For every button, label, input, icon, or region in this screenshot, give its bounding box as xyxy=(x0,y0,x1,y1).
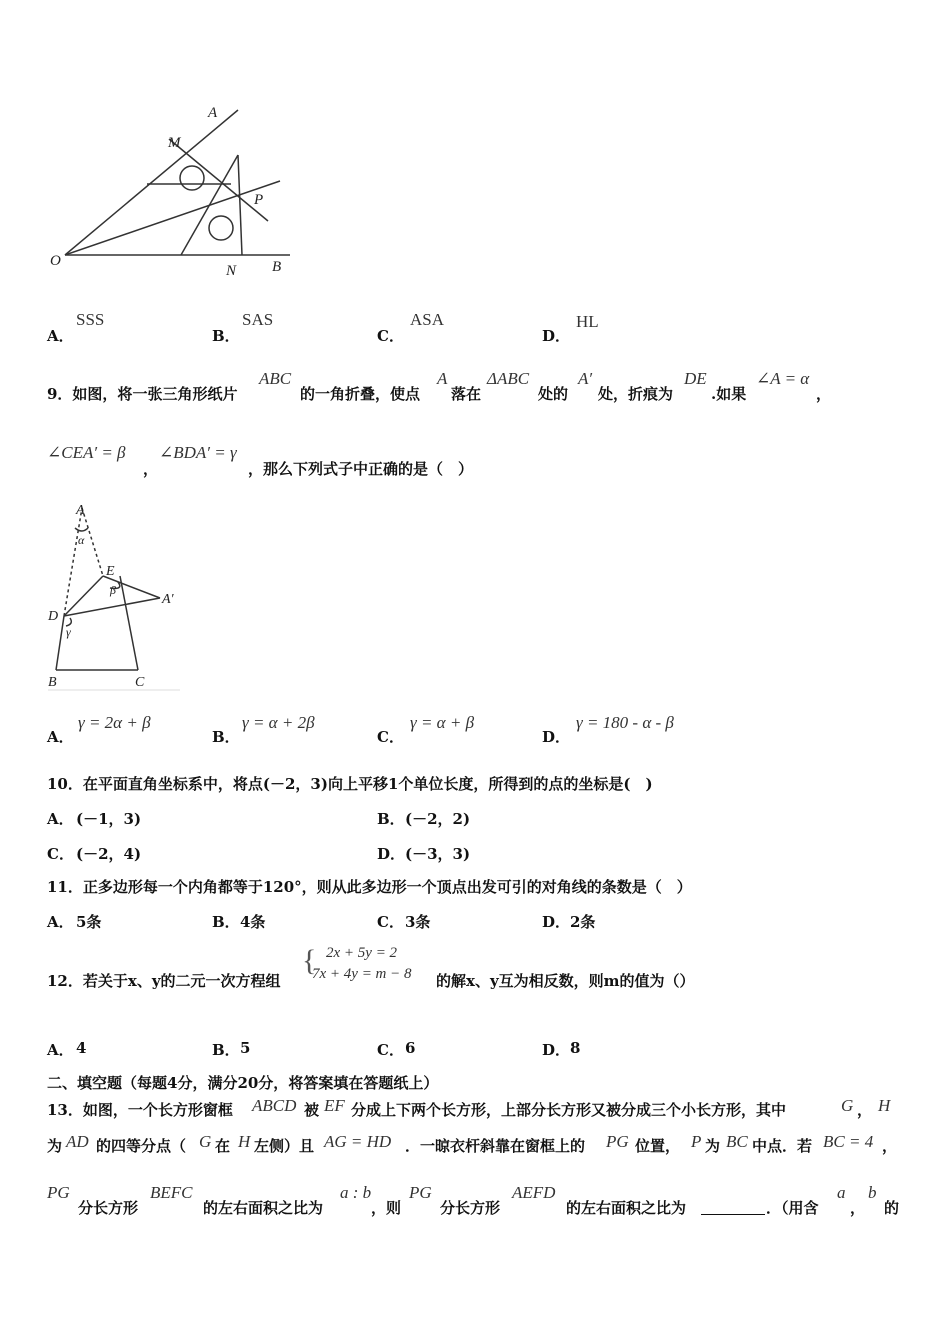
q9-option-c-letter: C． xyxy=(377,728,404,746)
q9-math-de: DE xyxy=(684,369,707,388)
q13-l2-b: 的四等分点（ xyxy=(96,1137,187,1155)
label-O: O xyxy=(50,253,61,269)
q9-text-2: 的一角折叠，使点 xyxy=(300,385,421,403)
q12-equation-2: 7x + 4y = m − 8 xyxy=(312,966,412,982)
q13-l3-c: ，则 xyxy=(371,1199,402,1217)
q12-option-d-text: 8 xyxy=(570,1039,581,1057)
q13-l2-h: 中点．若 xyxy=(752,1137,813,1155)
q9-math-cea: ∠CEA′ = β xyxy=(47,443,126,462)
q12-stem-pre: 12．若关于x、y的二元一次方程组 xyxy=(47,972,281,990)
q9-option-d-letter: D． xyxy=(542,728,571,746)
q12-equation-1: 2x + 5y = 2 xyxy=(326,945,398,961)
q13-math-abcd: ABCD xyxy=(252,1096,297,1115)
q12-option-d-letter: D． xyxy=(542,1041,571,1059)
q10-option-d-letter: D． xyxy=(377,845,406,863)
q13-l3-b: 的左右面积之比为 xyxy=(203,1199,324,1217)
q12-option-b-text: 5 xyxy=(240,1039,251,1057)
q12-option-a-text: 4 xyxy=(76,1039,87,1057)
q9-math-bda: ∠BDA′ = γ xyxy=(159,443,237,462)
q10-option-c-text: (－2，4) xyxy=(76,845,142,863)
q8-option-d-text: HL xyxy=(576,312,599,331)
q11-option-c-letter: C． xyxy=(377,913,404,931)
label-E: E xyxy=(106,564,115,579)
q11-option-d-text: 2条 xyxy=(570,913,596,931)
q9-math-angle-a: ∠A = α xyxy=(756,369,810,388)
q13-l2-f: 位置， xyxy=(635,1137,681,1155)
q13-math-a: a xyxy=(837,1183,846,1202)
q11-option-c-text: 3条 xyxy=(405,913,431,931)
q10-option-b-text: (－2，2) xyxy=(405,810,471,828)
q11-option-d-letter: D． xyxy=(542,913,571,931)
label-A: A xyxy=(76,503,85,518)
q12-stem-post: 的解x、y互为相反数，则m的值为（） xyxy=(436,972,695,990)
q13-l2-a: 为 xyxy=(47,1137,63,1155)
figure-angle-bisector xyxy=(40,95,300,285)
label-M: M xyxy=(168,135,181,151)
q13-math-ef: EF xyxy=(324,1096,345,1115)
q13-l2-g: 为 xyxy=(705,1137,721,1155)
q13-math-pg3: PG xyxy=(409,1183,432,1202)
q9-math-triangle: ΔABC xyxy=(487,369,530,388)
label-B: B xyxy=(48,675,57,690)
q13-l2-e: ．一晾衣杆斜靠在窗框上的 xyxy=(405,1137,586,1155)
q13-l3-h: 的 xyxy=(884,1199,900,1217)
q13-math-ag-hd: AG = HD xyxy=(324,1132,392,1151)
q10-option-d-text: (－3，3) xyxy=(405,845,471,863)
q13-math-p: P xyxy=(691,1132,702,1151)
q13-math-pg2: PG xyxy=(47,1183,70,1202)
q13-l1-a: 13．如图，一个长方形窗框 xyxy=(47,1101,233,1119)
q13-l1-d: ， xyxy=(857,1101,873,1119)
q11-option-a-text: 5条 xyxy=(76,913,102,931)
q13-math-ratio: a : b xyxy=(340,1183,372,1202)
q9-option-c-text: γ = α + β xyxy=(410,713,475,732)
q13-math-bc4: BC = 4 xyxy=(823,1132,874,1151)
q11-option-b-text: 4条 xyxy=(240,913,266,931)
q8-option-c-text: ASA xyxy=(410,310,445,329)
q13-l3-a: 分长方形 xyxy=(78,1199,139,1217)
q9-text-7: ， xyxy=(816,385,832,403)
q13-l3-e: 的左右面积之比为 xyxy=(566,1199,687,1217)
label-N: N xyxy=(226,263,237,279)
q9-text-4: 处的 xyxy=(538,385,569,403)
q9-text-5: 处，折痕为 xyxy=(598,385,674,403)
q13-math-b: b xyxy=(868,1183,877,1202)
q8-option-b-letter: B． xyxy=(212,327,240,345)
q8-option-a-letter: A． xyxy=(47,327,74,345)
q13-l2-i: ， xyxy=(882,1137,898,1155)
q9-text-8: ， xyxy=(143,460,159,478)
q9-option-b-letter: B． xyxy=(212,728,240,746)
q9-math-aprime: A′ xyxy=(578,369,593,388)
label-B: B xyxy=(272,259,282,275)
label-alpha: α xyxy=(78,533,85,547)
q9-text-9: ，那么下列式子中正确的是（ ） xyxy=(248,460,474,478)
q13-l1-b: 被 xyxy=(304,1101,320,1119)
q13-l1-c: 分成上下两个长方形，上部分长方形又被分成三个小长方形，其中 xyxy=(351,1101,787,1119)
q13-l2-c: 在 xyxy=(215,1137,231,1155)
q9-math-a: A xyxy=(437,369,448,388)
q8-option-b-text: SAS xyxy=(242,310,274,329)
q13-l2-d: 左侧）且 xyxy=(254,1137,315,1155)
q12-option-b-letter: B． xyxy=(212,1041,240,1059)
figure-folded-triangle xyxy=(40,498,190,693)
q13-l3-g: ， xyxy=(850,1199,866,1217)
q10-stem: 10．在平面直角坐标系中，将点(－2，3)向上平移1个单位长度，所得到的点的坐标是( ) xyxy=(47,775,653,793)
q9-text-1: 9．如图，将一张三角形纸片 xyxy=(47,385,238,403)
q8-option-c-letter: C． xyxy=(377,327,404,345)
q9-text-6: .如果 xyxy=(711,385,747,403)
q9-text-3: 落在 xyxy=(451,385,482,403)
q13-math-aefd: AEFD xyxy=(512,1183,556,1202)
q9-math-abc: ABC xyxy=(259,369,292,388)
system-brace: { xyxy=(302,944,317,977)
q9-option-a-text: γ = 2α + β xyxy=(78,713,151,732)
q8-option-d-letter: D． xyxy=(542,327,571,345)
q13-l3-d: 分长方形 xyxy=(440,1199,501,1217)
q12-option-a-letter: A． xyxy=(47,1041,74,1059)
q13-math-h: H xyxy=(878,1096,891,1115)
q12-option-c-letter: C． xyxy=(377,1041,404,1059)
q13-math-bc: BC xyxy=(726,1132,748,1151)
answer-blank[interactable] xyxy=(701,1200,765,1215)
label-gamma: γ xyxy=(66,625,71,639)
q13-l3-f: ．（用含 xyxy=(766,1199,819,1217)
q10-option-c-letter: C． xyxy=(47,845,74,863)
q10-option-a-letter: A． xyxy=(47,810,74,828)
label-beta: β xyxy=(110,583,116,597)
q10-option-a-text: (－1，3) xyxy=(76,810,142,828)
label-C: C xyxy=(135,675,145,690)
label-A: A xyxy=(208,105,218,121)
q13-math-h2: H xyxy=(238,1132,251,1151)
q11-option-b-letter: B． xyxy=(212,913,240,931)
q10-option-b-letter: B． xyxy=(377,810,405,828)
section-heading: 二、填空题（每题4分，满分20分，将答案填在答题纸上） xyxy=(47,1074,439,1092)
q9-option-a-letter: A． xyxy=(47,728,74,746)
q11-stem: 11．正多边形每一个内角都等于120°，则从此多边形一个顶点出发可引的对角线的条数是（ ） xyxy=(47,878,692,896)
q13-math-pg: PG xyxy=(606,1132,629,1151)
q9-option-d-text: γ = 180 - α - β xyxy=(576,713,674,732)
q13-math-g2: G xyxy=(199,1132,212,1151)
q13-math-ad: AD xyxy=(66,1132,89,1151)
q12-option-c-text: 6 xyxy=(405,1039,416,1057)
label-D: D xyxy=(48,609,59,624)
label-Aprime: A′ xyxy=(162,592,174,607)
q11-option-a-letter: A． xyxy=(47,913,74,931)
q13-math-g: G xyxy=(841,1096,854,1115)
q8-option-a-text: SSS xyxy=(76,310,105,329)
label-P: P xyxy=(254,192,264,208)
q13-math-befc: BEFC xyxy=(150,1183,193,1202)
q9-option-b-text: γ = α + 2β xyxy=(242,713,315,732)
